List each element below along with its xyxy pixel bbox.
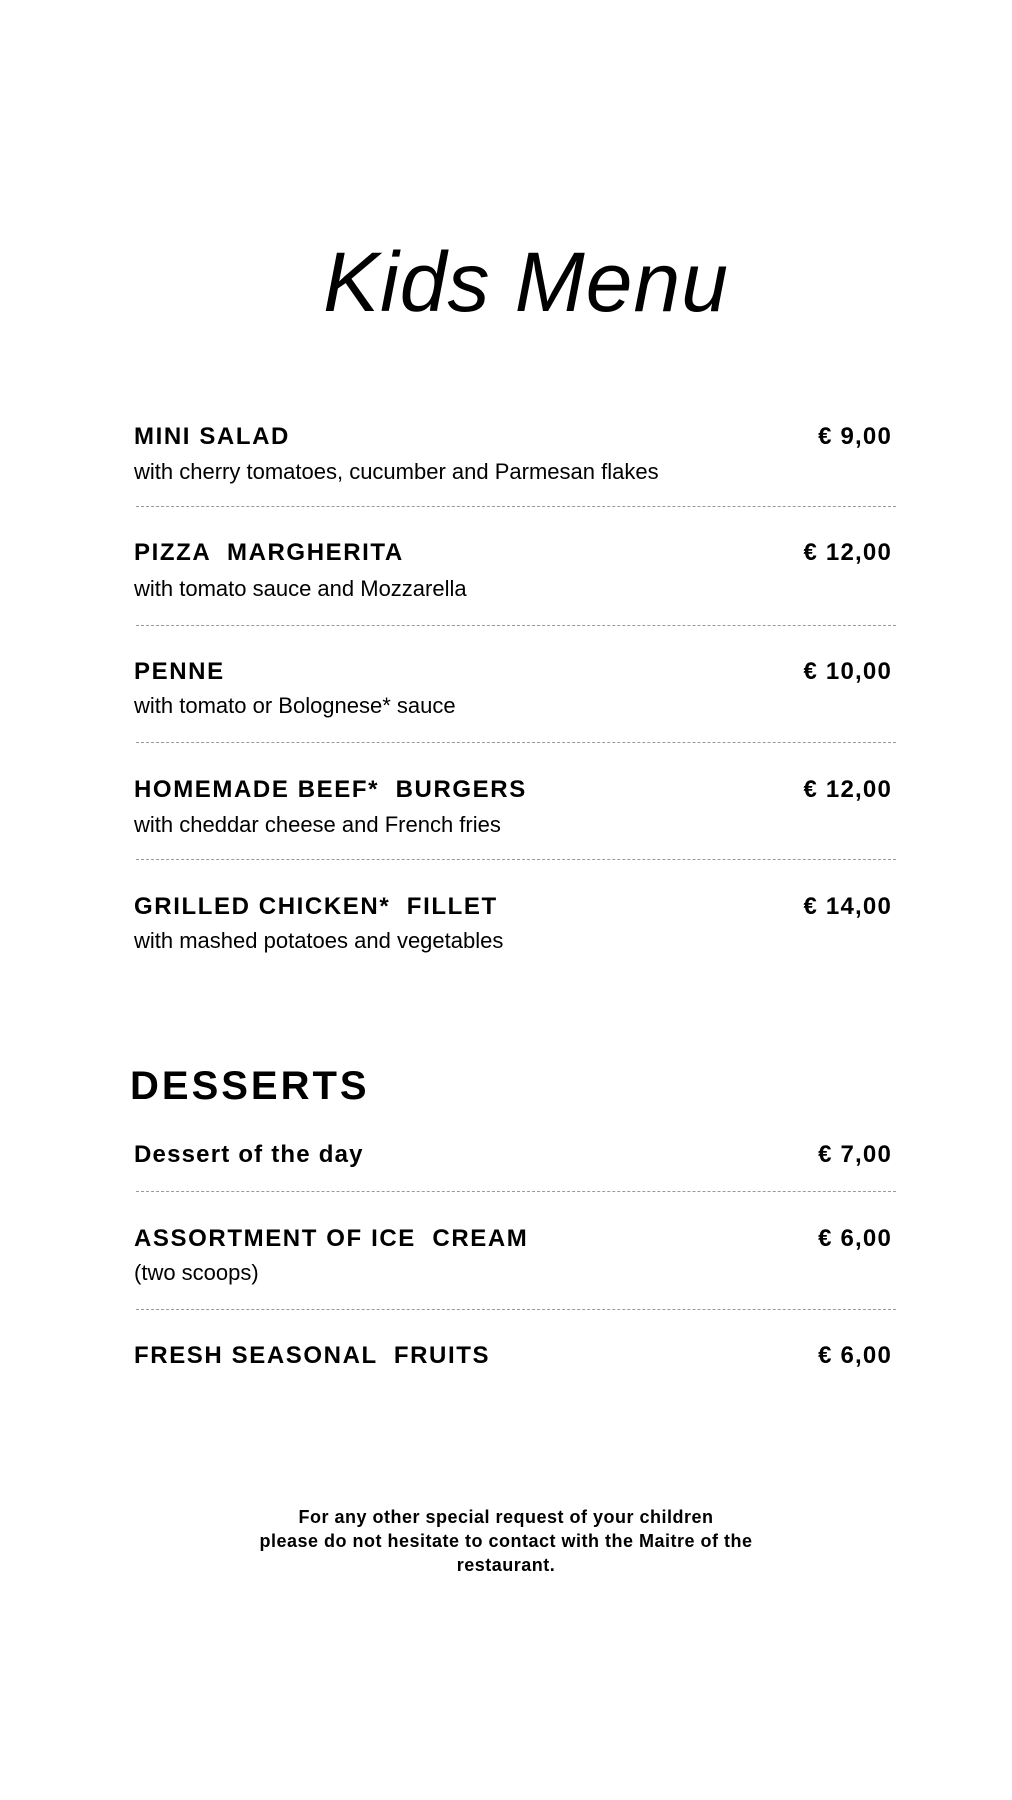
item-description: (two scoops)	[134, 1260, 259, 1285]
divider	[136, 742, 896, 743]
item-name: FRESH SEASONAL FRUITS	[134, 1342, 491, 1369]
item-name: Dessert of the day	[134, 1141, 364, 1168]
item-name: HOMEMADE BEEF* BURGERS	[134, 776, 527, 803]
item-description: with cherry tomatoes, cucumber and Parmesan flakes	[134, 459, 659, 484]
menu-title: Kids Menu	[323, 235, 729, 329]
dessert-item	[134, 1138, 892, 1172]
item-price: € 6,00	[818, 1342, 892, 1369]
dessert-item	[134, 1339, 892, 1373]
item-description: with tomato sauce and Mozzarella	[134, 576, 467, 601]
item-name: MINI SALAD	[134, 423, 290, 450]
item-description: with cheddar cheese and French fries	[134, 812, 501, 837]
divider	[136, 1191, 896, 1192]
footer-line: please do not hesitate to contact with the Maitre of the	[259, 1531, 753, 1551]
divider	[136, 1309, 896, 1310]
item-description: with tomato or Bolognese* sauce	[134, 693, 456, 718]
menu-item	[134, 890, 892, 924]
footer-note	[0, 1505, 1012, 1577]
footer-line: For any other special request of your children	[298, 1507, 714, 1527]
menu-item	[134, 655, 892, 689]
dessert-item	[134, 1222, 892, 1256]
item-description: with mashed potatoes and vegetables	[134, 928, 504, 953]
divider	[136, 859, 896, 860]
item-price: € 9,00	[818, 423, 892, 450]
item-name: ASSORTMENT OF ICE CREAM	[134, 1225, 529, 1252]
item-price: € 7,00	[818, 1141, 892, 1168]
menu-item	[134, 773, 892, 807]
menu-item	[134, 420, 892, 454]
item-name: PENNE	[134, 658, 225, 685]
item-price: € 14,00	[803, 893, 892, 920]
desserts-heading: DESSERTS	[130, 1064, 370, 1108]
item-name: PIZZA MARGHERITA	[134, 539, 404, 566]
item-price: € 6,00	[818, 1225, 892, 1252]
menu-item	[134, 536, 892, 570]
item-price: € 10,00	[803, 658, 892, 685]
footer-line: restaurant.	[456, 1555, 556, 1575]
item-price: € 12,00	[803, 539, 892, 566]
item-name: GRILLED CHICKEN* FILLET	[134, 893, 498, 920]
divider	[136, 506, 896, 507]
item-price: € 12,00	[803, 776, 892, 803]
divider	[136, 625, 896, 626]
